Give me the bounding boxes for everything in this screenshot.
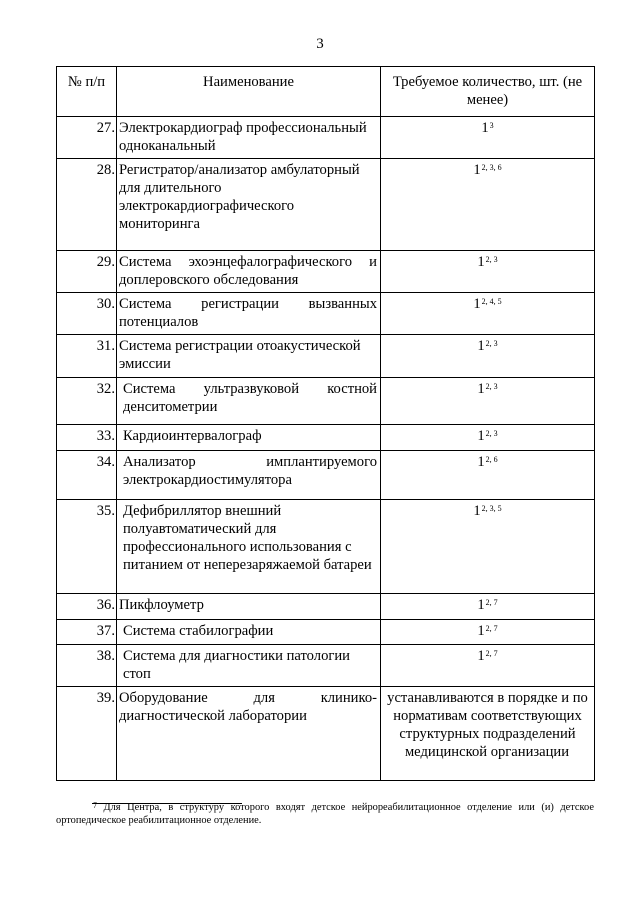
table-row (57, 335, 595, 378)
row-name: Пикфлоуметр (117, 594, 381, 620)
footnote (56, 801, 594, 827)
table-row (57, 378, 595, 425)
row-qty: 1$^{2, 3, 5}$ (381, 500, 595, 594)
table-row (57, 594, 595, 620)
row-qty: устанавливаются в порядке и по нормативам соответствующих структурных подразделений медицинской организации (381, 687, 595, 781)
row-num: 33. (57, 425, 117, 451)
row-qty: 1$^{2, 4, 5}$ (381, 293, 595, 335)
row-qty: 1$^{2, 3}$ (381, 251, 595, 293)
row-name: Система регистрации вызванных потенциалов (117, 293, 381, 335)
row-name: Дефибриллятор внешний полуавтоматический для профессионального использования с питанием от неперезаряжаемой батареи (117, 500, 381, 594)
table-row (57, 620, 595, 645)
row-num: 36. (57, 594, 117, 620)
table-row (57, 117, 595, 159)
row-qty: 1$^{2, 7}$ (381, 620, 595, 645)
header-name: Наименование (117, 67, 381, 117)
row-num: 39. (57, 687, 117, 781)
table-row (57, 159, 595, 251)
row-name: Оборудование для клинико-диагностической лаборатории (117, 687, 381, 781)
row-num: 38. (57, 645, 117, 687)
row-name: Система стабилографии (117, 620, 381, 645)
table-row (57, 451, 595, 500)
row-name: Система регистрации отоакустической эмиссии (117, 335, 381, 378)
row-num: 37. (57, 620, 117, 645)
footnote-marker: 7 (93, 801, 97, 810)
row-qty: 1$^{2, 6}$ (381, 451, 595, 500)
row-num: 29. (57, 251, 117, 293)
row-name: Кардиоинтервалограф (117, 425, 381, 451)
row-name: Регистратор/анализатор амбулаторный для длительного электрокардиографического мониторинга (117, 159, 381, 251)
row-qty: 1$^{2, 3}$ (381, 425, 595, 451)
row-name: Система ультразвуковой костной денситометрии (117, 378, 381, 425)
row-qty: 1$^{2, 7}$ (381, 645, 595, 687)
row-qty: 1$^{2, 3, 6}$ (381, 159, 595, 251)
row-qty: 1$^{2, 3}$ (381, 378, 595, 425)
row-num: 30. (57, 293, 117, 335)
row-num: 35. (57, 500, 117, 594)
row-qty: $1^3$ (381, 117, 595, 159)
table-row (57, 293, 595, 335)
table-row (57, 645, 595, 687)
row-num: 31. (57, 335, 117, 378)
table-row (57, 425, 595, 451)
table-row (57, 251, 595, 293)
row-name: Система для диагностики патологии стоп (117, 645, 381, 687)
row-num: 28. (57, 159, 117, 251)
page-number: 3 (316, 36, 324, 52)
table-row (57, 500, 595, 594)
row-qty: 1$^{2, 3}$ (381, 335, 595, 378)
header-num: № п/п (57, 67, 117, 117)
row-qty: 1$^{2, 7}$ (381, 594, 595, 620)
row-name: Анализатор имплантируемого электрокардиостимулятора (117, 451, 381, 500)
row-name: Система эхоэнцефалографического и доплеровского обследования (117, 251, 381, 293)
row-name: Электрокардиограф профессиональный одноканальный (117, 117, 381, 159)
header-qty: Требуемое количество, шт. (не менее) (381, 67, 595, 117)
equipment-table (56, 66, 595, 781)
row-num: 32. (57, 378, 117, 425)
table-header-row (57, 67, 595, 117)
footnote-text: Для Центра, в структуру которого входят детское нейрореабилитационное отделение или (и) детское ортопедическое реабилитационное отделение. (56, 802, 594, 826)
row-num: 27. (57, 117, 117, 159)
table-row (57, 687, 595, 781)
row-num: 34. (57, 451, 117, 500)
